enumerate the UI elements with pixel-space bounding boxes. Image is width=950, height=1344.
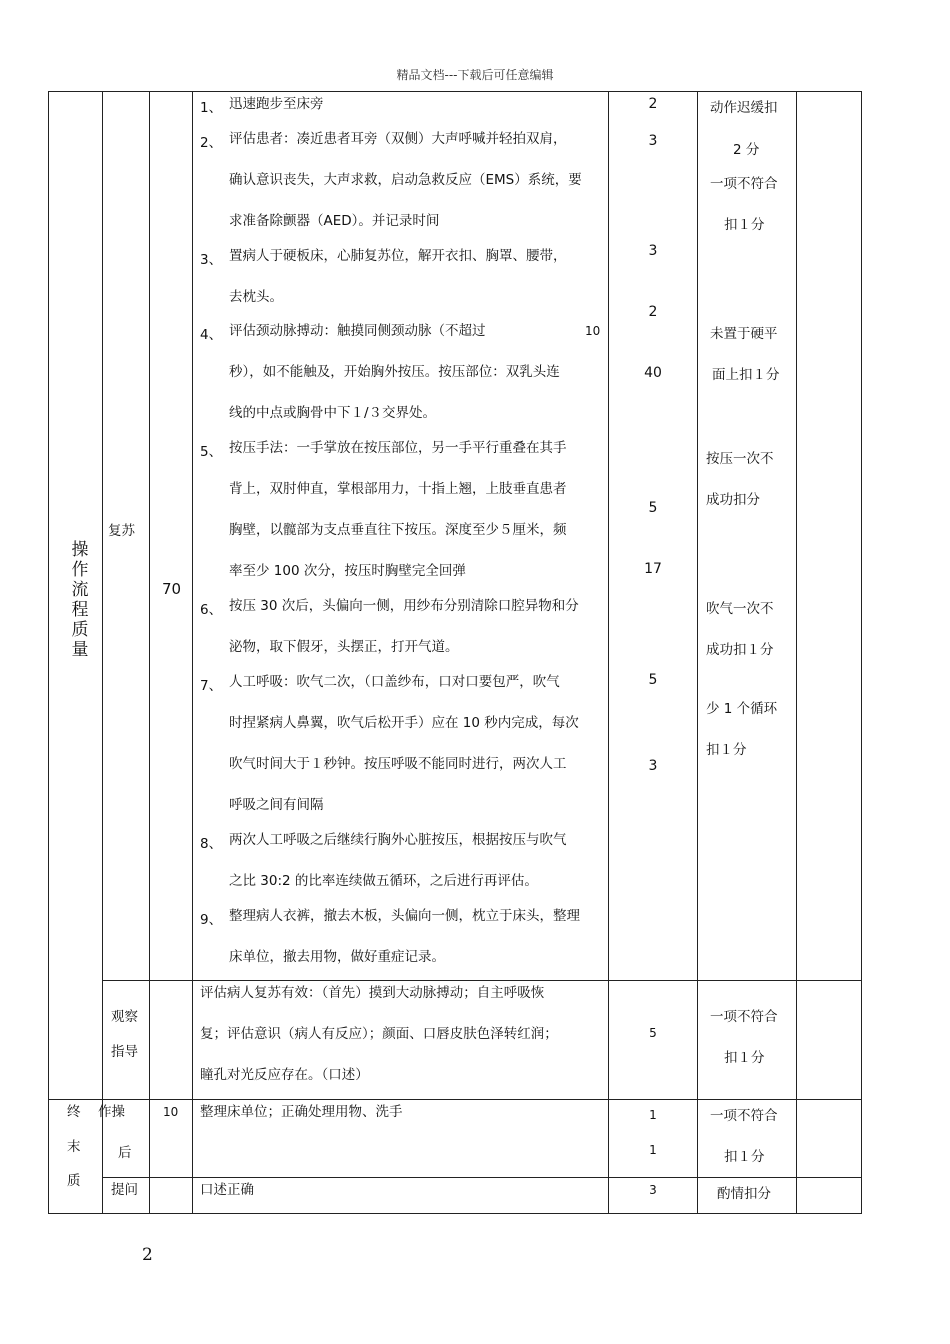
ask-label: 提问	[111, 1182, 138, 1198]
deduct-line: 2 分	[733, 142, 760, 158]
deduct-line: 成功扣１分	[706, 642, 774, 658]
observe-score: 5	[649, 1026, 657, 1040]
score-6: 5	[648, 500, 658, 516]
score-4: 2	[648, 304, 658, 320]
section-label: 操 作 流 程 质 量	[71, 540, 89, 660]
observe-deduct: 一项不符合	[710, 1009, 778, 1025]
end-deduct: 一项不符合	[710, 1108, 778, 1124]
end-score: 1	[649, 1143, 657, 1157]
deduct-line: 一项不符合	[710, 176, 778, 192]
deduct-line: 动作迟缓扣	[710, 100, 778, 116]
observe-text-line: 复；评估意识（病人有反应）；颜面、口唇皮肤色泽转红润；	[200, 1026, 558, 1042]
ask-deduct: 酌情扣分	[717, 1186, 771, 1202]
sub-label-resus: 复苏	[108, 523, 135, 539]
score-2: 3	[648, 133, 658, 149]
end-points: 10	[163, 1105, 179, 1119]
deduct-line: 少 1 个循环	[706, 701, 778, 717]
page-number: 2	[142, 1245, 153, 1265]
score-1: 2	[648, 96, 658, 112]
deduct-line: 面上扣１分	[712, 367, 780, 383]
deduct-line: 吹气一次不	[706, 601, 774, 617]
score-7: 17	[644, 561, 662, 577]
ask-score: 3	[649, 1183, 657, 1197]
end-sub-label: 后	[118, 1145, 132, 1161]
end-score: 1	[649, 1108, 657, 1122]
observe-label: 观察	[111, 1009, 138, 1025]
end-label-char: 终	[67, 1104, 81, 1120]
score-3: 3	[648, 243, 658, 259]
end-deduct: 扣１分	[724, 1149, 765, 1165]
ask-content: 口述正确	[200, 1182, 254, 1198]
end-content: 整理床单位；正确处理用物、洗手	[200, 1104, 403, 1120]
score-9: 3	[648, 758, 658, 774]
observe-deduct: 扣１分	[724, 1050, 765, 1066]
deduct-line: 未置于硬平	[710, 326, 778, 342]
score-5: 40	[644, 365, 662, 381]
deduct-line: 成功扣分	[706, 492, 760, 508]
header-watermark: 精品文档---下载后可任意编辑	[396, 68, 554, 82]
points-total: 70	[162, 580, 182, 598]
deduct-line: 按压一次不	[706, 451, 774, 467]
observe-text-line: 评估病人复苏有效：（首先）摸到大动脉搏动；自主呼吸恢	[200, 985, 545, 1001]
end-sub-label: 作操	[98, 1104, 125, 1120]
deduct-line: 扣１分	[706, 742, 747, 758]
score-8: 5	[648, 672, 658, 688]
guide-label: 指导	[111, 1044, 138, 1060]
observe-text-line: 瞳孔对光反应存在。（口述）	[200, 1067, 369, 1083]
deduct-line: 扣１分	[724, 217, 765, 233]
end-label-char: 末	[67, 1139, 81, 1155]
end-label-char: 质	[67, 1173, 81, 1189]
